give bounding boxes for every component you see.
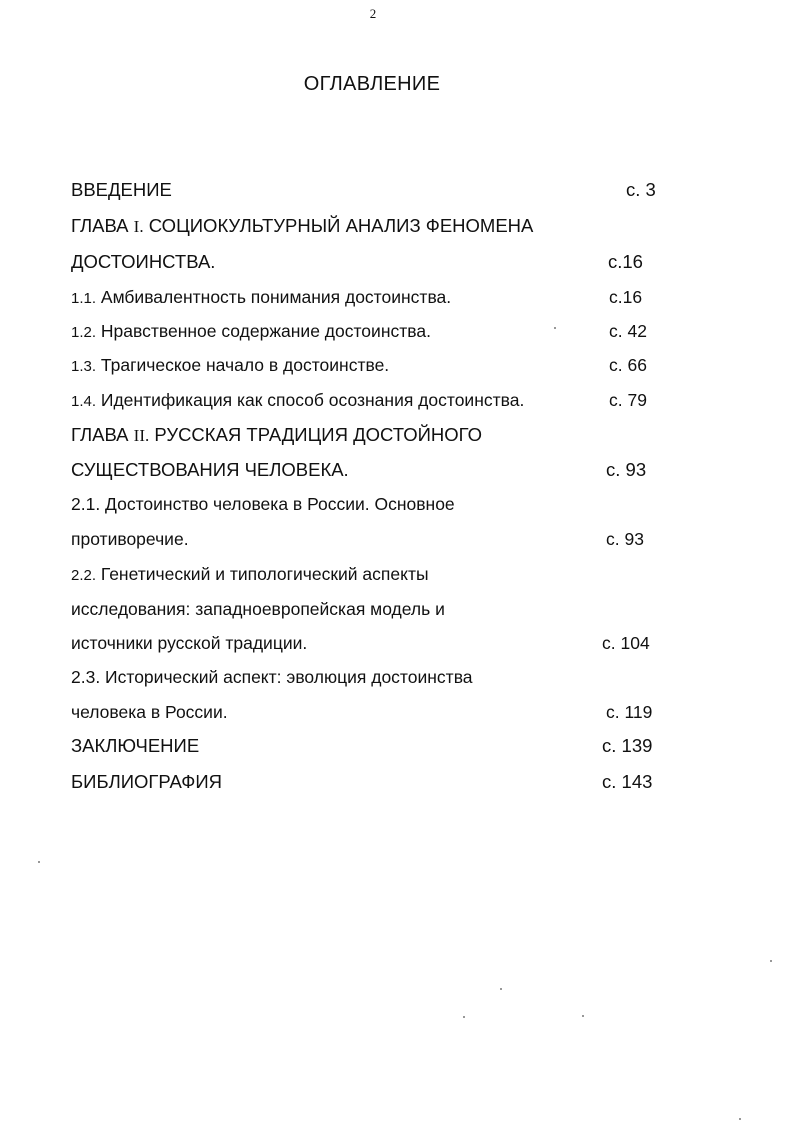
page-ref: с. 79 (609, 390, 647, 410)
page-ref: с. 42 (609, 321, 647, 341)
toc-entry-chapter-2: ГЛАВА II. РУССКАЯ ТРАДИЦИЯ ДОСТОЙНОГО (71, 424, 483, 445)
scan-speck (739, 1118, 741, 1120)
page-ref: с. 139 (602, 735, 653, 756)
scan-speck (554, 327, 556, 329)
page-ref: с.16 (608, 251, 643, 272)
toc-entry-2-1: 2.1. Достоинство человека в России. Основное (71, 494, 455, 514)
scan-speck (770, 960, 772, 962)
toc-entry-chapter-2-cont: СУЩЕСТВОВАНИЯ ЧЕЛОВЕКА. с. 93 (71, 459, 647, 480)
toc-entry-1-3: 1.3. Трагическое начало в достоинстве. с. 66 (71, 355, 647, 375)
toc-title: ОГЛАВЛЕНИЕ (303, 73, 441, 95)
page-ref: с. 93 (606, 529, 644, 549)
scan-speck (500, 988, 502, 990)
page-ref: с. 66 (609, 355, 647, 375)
scan-speck (582, 1015, 584, 1017)
toc-entry-conclusion: ЗАКЛЮЧЕНИЕ с. 139 (71, 735, 653, 756)
toc-entry-1-2: 1.2. Нравственное содержание достоинства. с. 42 (71, 321, 647, 341)
toc-entry-chapter-1-cont: ДОСТОИНСТВА. с.16 (71, 251, 643, 272)
page-ref: с. 143 (602, 771, 653, 792)
toc-entry-2-2: 2.2. Генетический и типологический аспекты (71, 564, 429, 584)
toc-entry-2-1-cont: противоречие. с. 93 (71, 529, 644, 549)
toc-entry-2-2-cont: исследования: западноевропейская модель и (71, 599, 445, 619)
toc-entry-2-3-cont: человека в России. с. 119 (71, 702, 653, 722)
page-ref: с. 104 (602, 633, 650, 653)
page-ref: с.16 (609, 287, 643, 307)
scan-speck (463, 1016, 465, 1018)
toc-entry-introduction: ВВЕДЕНИЕ с. 3 (71, 179, 656, 200)
scan-speck (38, 861, 40, 863)
page-number: 2 (369, 6, 377, 21)
page-ref: с. 119 (606, 702, 653, 722)
toc-entry-2-2-cont: источники русской традиции. с. 104 (71, 633, 650, 653)
page-ref: с. 93 (606, 459, 647, 480)
toc-entry-chapter-1: ГЛАВА I. СОЦИОКУЛЬТУРНЫЙ АНАЛИЗ ФЕНОМЕНА (71, 215, 534, 236)
page-ref: с. 3 (626, 179, 656, 200)
toc-entry-1-4: 1.4. Идентификация как способ осознания достоинства. с. 79 (71, 390, 647, 410)
toc-entry-2-3: 2.3. Исторический аспект: эволюция достоинства (71, 667, 473, 687)
toc-entry-1-1: 1.1. Амбивалентность понимания достоинства. с.16 (71, 287, 643, 307)
toc-entry-bibliography: БИБЛИОГРАФИЯ с. 143 (71, 771, 653, 792)
